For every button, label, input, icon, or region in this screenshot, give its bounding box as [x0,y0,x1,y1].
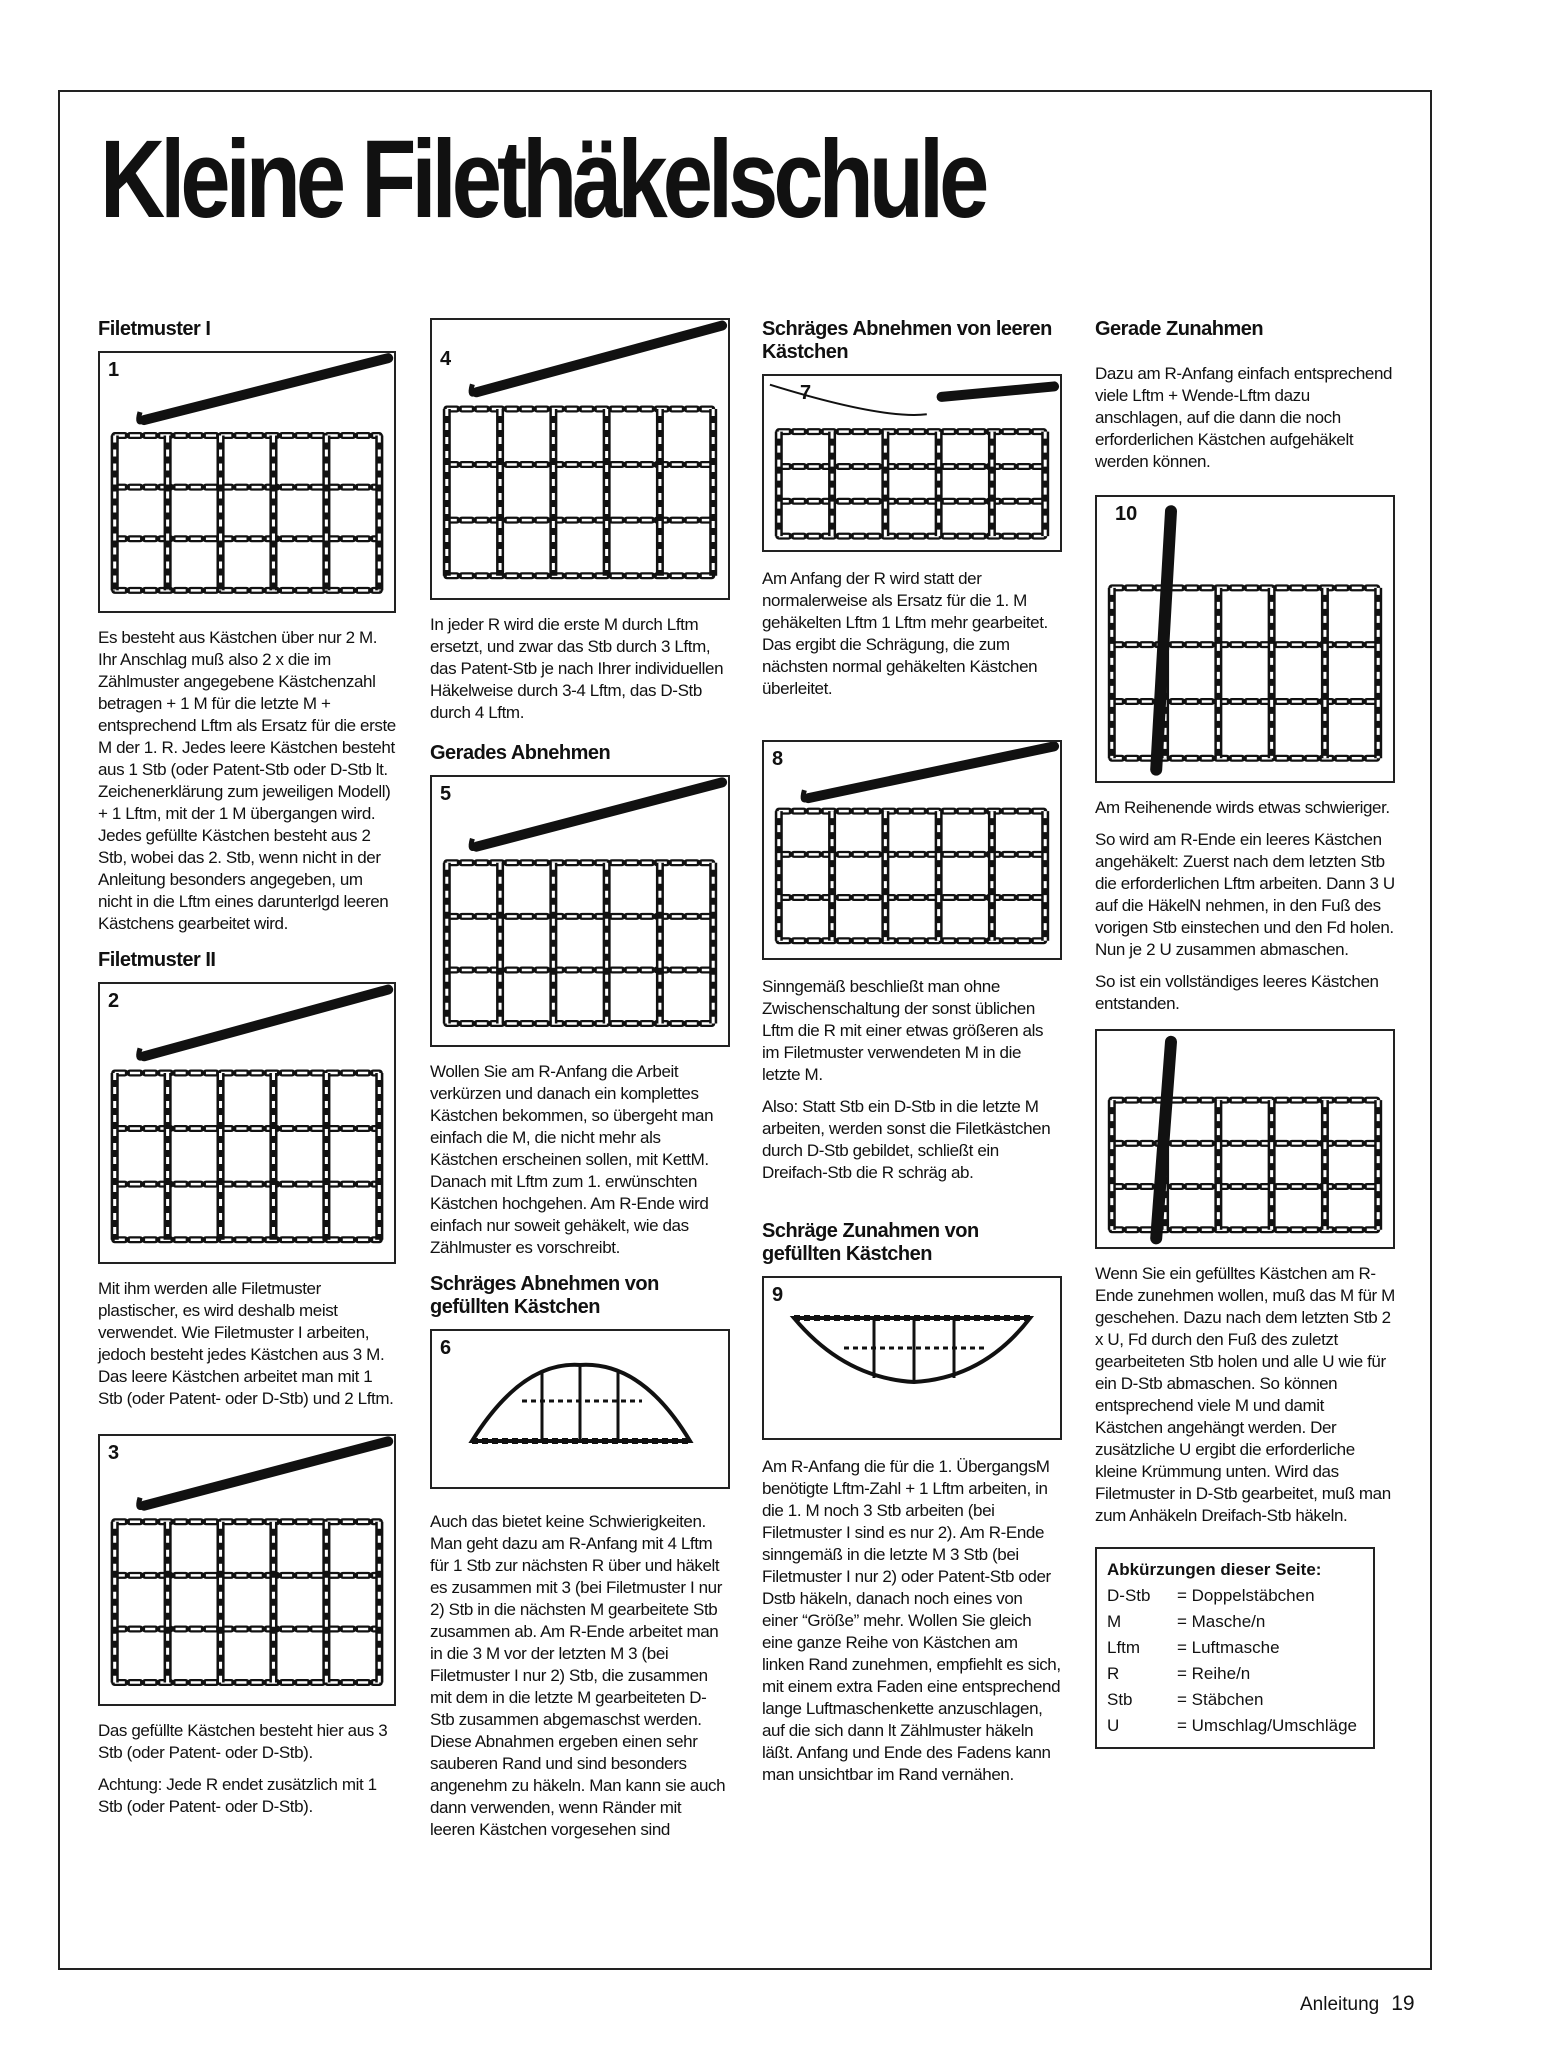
figure-5 [430,775,730,1047]
abbreviation-row [1107,1713,1363,1739]
figure-2 [98,982,396,1264]
heading-schraeges-abnehmen-leer: Schräges Abnehmen von leeren Kästchen [762,318,1052,363]
abbreviation-row [1107,1687,1363,1713]
abbr-key: U [1107,1716,1120,1735]
figure-number: 1 [108,359,120,381]
paragraph: Mit ihm werden alle Filetmuster plastischer, es wird deshalb meist verwendet. Wie Filetmuster I arbeiten, jedoch besteht jedes Kästchen aus 3 M. Das leere Kästchen arbeitet man mit 1 Stb (oder Patent- oder D-Stb) und 2 Lftm. [98,1279,394,1408]
figure-8 [762,740,1062,960]
paragraph: Dazu am R-Anfang einfach entsprechend viele Lftm + Wende-Lftm dazu anschlagen, auf die dann die noch erforderlichen Kästchen aufgehäkelt werden können. [1095,364,1393,471]
page-title: Kleine Filethäkelschule [100,118,985,241]
page-footer [1300,1992,1415,2016]
heading-schraeges-abnehmen-gefuellt: Schräges Abnehmen von gefüllten Kästchen [430,1273,659,1318]
heading-gerades-abnehmen: Gerades Abnehmen [430,742,611,764]
figure-number: 4 [440,348,452,370]
paragraph: Wenn Sie ein gefülltes Kästchen am R-Ende zunehmen wollen, muß das M für M geschehen. Dazu nach dem letzten Stb 2 x U, Fd durch den Fuß des zuletzt gearbeiteten Stb holen und alle U wie für ein D-Stb abmaschen. So können entsprechend viele M und damit Kästchen angehängt werden. Der zusätzliche U ergibt die erforderliche kleine Krümmung unten. Wird das Filetmuster in D-Stb gearbeitet, muß man zum Anhäkeln Dreifach-Stb häkeln. [1095,1264,1395,1525]
abbreviations-box [1095,1547,1375,1749]
figure-6 [430,1329,730,1489]
abbr-value: = Luftmasche [1177,1638,1280,1657]
abbr-value: = Umschlag/Umschläge [1177,1716,1357,1735]
abbr-key: M [1107,1612,1122,1631]
figure-number: 6 [440,1337,452,1359]
abbreviation-row [1107,1583,1363,1609]
figure-number: 3 [108,1442,120,1464]
paragraph: Also: Statt Stb ein D-Stb in die letzte M arbeiten, werden sonst die Filetkästchen durch D-Stb gebildet, schließt ein Dreifach-Stb die R schräg ab. [762,1097,1051,1182]
crochet-net-illustration [1097,497,1393,781]
paragraph: Sinngemäß beschließt man ohne Zwischenschaltung der sonst üblichen Lftm die R mit einer etwas größeren als im Filetmuster verwendeten M in die letzte M. [762,977,1044,1084]
figure-7 [762,374,1062,552]
figure-number: 7 [800,382,812,404]
column-2 [430,318,730,1851]
crochet-net-illustration [1097,1031,1393,1247]
heading-gerade-zunahmen: Gerade Zunahmen [1095,318,1264,340]
abbr-key: Stb [1107,1690,1133,1709]
abbreviation-row [1107,1635,1363,1661]
column-4 [1095,318,1395,1749]
crochet-trapezoid-illustration [432,1331,728,1487]
paragraph: Am Reihenende wirds etwas schwieriger. [1095,798,1390,817]
paragraph: Auch das bietet keine Schwierigkeiten. Man geht dazu am R-Anfang mit 4 Lftm für 1 Stb zur nächsten R über und häkelt es zusammen mit 3 (bei Filetmuster I nur 2) Stb in die nächsten M gearbeitete Stb zusammen ab. Am R-Ende arbeitet man in die 3 M vor der letzten M 3 (bei Filetmuster I nur 2) Stb, die zusammen mit dem in die letzte M gearbeiteten D-Stb zusammen abgemaschst werden. Diese Abnahmen ergeben einen sehr sauberen Rand und sind besonders angenehm zu häkeln. Man kann sie auch dann verwenden, wenn Ränder mit leeren Kästchen vorgesehen sind [430,1512,726,1839]
paragraph: So wird am R-Ende ein leeres Kästchen angehäkelt: Zuerst nach dem letzten Stb die erforderlichen Lftm arbeiten. Dann 3 U auf die HäkelN nehmen, in den Fuß des vorigen Stb einstechen und den Fd holen. Nun je 2 U zusammen abmaschen. [1095,830,1395,959]
crochet-net-illustration [100,1436,394,1704]
figure-number: 10 [1115,503,1138,525]
abbreviations-title: Abkürzungen dieser Seite: [1107,1560,1322,1579]
abbreviation-row [1107,1661,1363,1687]
abbr-value: = Stäbchen [1177,1690,1264,1709]
crochet-net-illustration [100,353,394,611]
column-1 [98,318,396,1828]
figure-1 [98,351,396,613]
crochet-net-illustration [100,984,394,1262]
figure-11 [1095,1029,1395,1249]
paragraph: Am R-Anfang die für die 1. ÜbergangsM benötigte Lftm-Zahl + 1 Lftm arbeiten, in die 1. M noch 3 Stb arbeiten (bei Filetmuster I sind es nur 2). Am R-Ende sinngemäß in die letzte M 3 Stb (bei Filetmuster I nur 2) oder Patent-Stb oder Dstb häkeln, danach noch eines von einer “Größe” mehr. Wollen Sie gleich eine ganze Reihe von Kästchen am linken Rand zunehmen, empfiehlt es sich, mit einem extra Faden eine entsprechend lange Luftmaschenkette anzuschlagen, auf die sich dann lt Zählmuster häkeln läßt. Anfang und Ende des Fadens kann man unsichtbar im Rand vernähen. [762,1457,1061,1784]
figure-number: 9 [772,1284,784,1306]
paragraph: In jeder R wird die erste M durch Lftm ersetzt, und zwar das Stb durch 3 Lftm, das Patent-Stb je nach Ihrer individuellen Häkelweise durch 3-4 Lftm, das D-Stb durch 4 Lftm. [430,615,724,722]
column-3 [762,318,1062,1796]
abbr-value: = Doppelstäbchen [1177,1586,1315,1605]
figure-4 [430,318,730,600]
crochet-inverted-trapezoid-illustration [764,1278,1060,1438]
heading-filetmuster-1: Filetmuster I [98,318,211,340]
figure-9 [762,1276,1062,1440]
crochet-net-illustration [432,777,728,1045]
figure-number: 5 [440,783,452,805]
abbr-key: R [1107,1664,1120,1683]
figure-number: 8 [772,748,784,770]
abbreviation-row [1107,1609,1363,1635]
heading-schraege-zunahmen: Schräge Zunahmen von gefüllten Kästchen [762,1220,979,1265]
figure-number: 2 [108,990,120,1012]
page-number: 19 [1391,1992,1415,2015]
crochet-net-illustration [432,320,728,598]
figure-10 [1095,495,1395,783]
heading-filetmuster-2: Filetmuster II [98,949,216,971]
abbr-key: D-Stb [1107,1586,1151,1605]
footer-label: Anleitung [1300,1994,1380,2015]
paragraph: Wollen Sie am R-Anfang die Arbeit verkürzen und danach ein komplettes Kästchen bekommen, so übergeht man einfach die M, die nicht mehr als Kästchen erscheinen sollen, mit KettM. Danach mit Lftm zum 1. erwünschten Kästchen hochgehen. Am R-Ende wird einfach nur soweit gehäkelt, wie das Zählmuster es vorschreibt. [430,1062,714,1257]
paragraph: Achtung: Jede R endet zusätzlich mit 1 Stb (oder Patent- oder D-Stb). [98,1775,377,1816]
abbr-key: Lftm [1107,1638,1141,1657]
paragraph: Das gefüllte Kästchen besteht hier aus 3 Stb (oder Patent- oder D-Stb). [98,1721,388,1762]
crochet-net-illustration [764,742,1060,958]
figure-3 [98,1434,396,1706]
paragraph: Am Anfang der R wird statt der normalerweise als Ersatz für die 1. M gehäkelten Lftm 1 Lftm mehr gearbeitet. Das ergibt die Schrägung, die zum nächsten normal gehäkelten Kästchen überleitet. [762,569,1048,698]
abbr-value: = Reihe/n [1177,1664,1251,1683]
paragraph: Es besteht aus Kästchen über nur 2 M. Ihr Anschlag muß also 2 x die im Zählmuster angegebene Kästchenzahl betragen + 1 M für die letzte M + entsprechend Lftm als Ersatz für die erste M der 1. R. Jedes leere Kästchen besteht aus 1 Stb (oder Patent-Stb oder D-Stb lt. Zeichenerklärung zum jeweiligen Modell) + 1 Lftm, mit der 1 M übergangen wird. Jedes gefüllte Kästchen besteht aus 2 Stb, wobei das 2. Stb, wenn nicht in der Anleitung besonders angegeben, um nicht in die Lftm eines darunterlgd leeren Kästchens gearbeitet wird. [98,628,396,933]
abbr-value: = Masche/n [1177,1612,1266,1631]
paragraph: So ist ein vollständiges leeres Kästchen entstanden. [1095,972,1379,1013]
